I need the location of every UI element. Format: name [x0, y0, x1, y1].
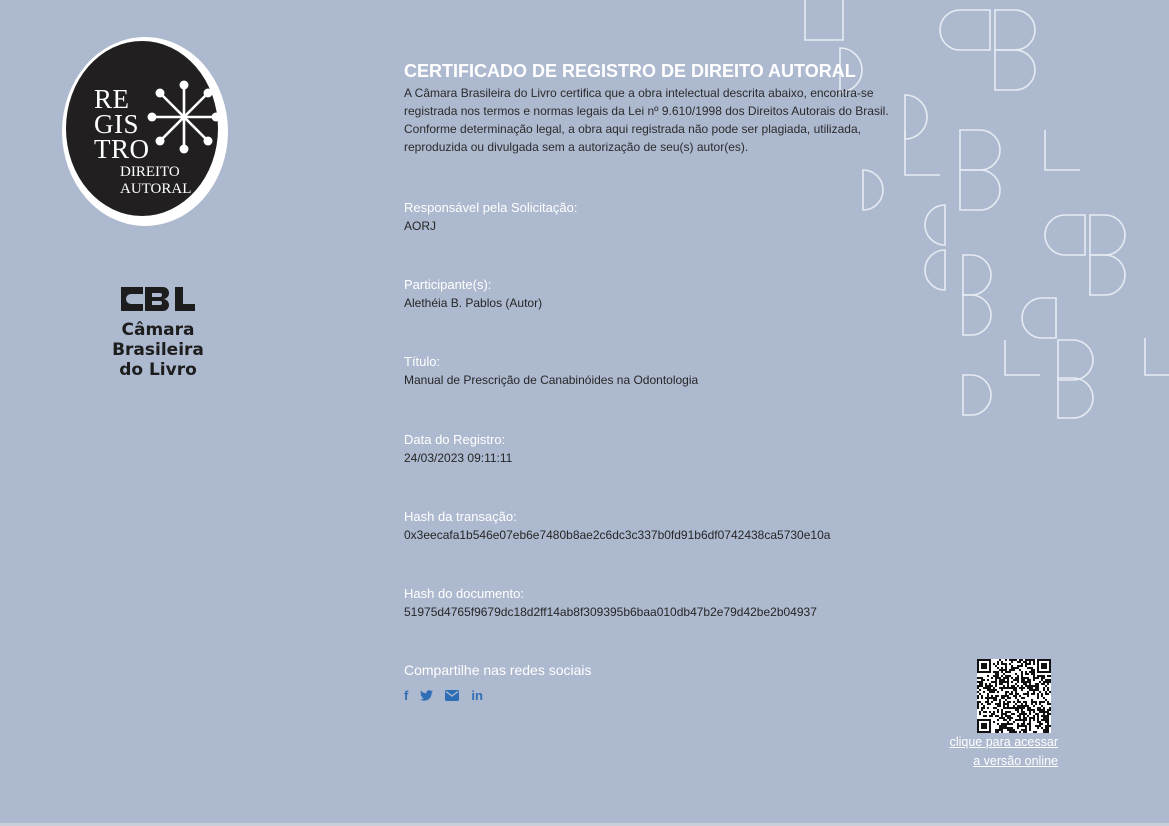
- seal-text-autoral: AUTORAL: [120, 181, 192, 197]
- share-label: Compartilhe nas redes sociais: [404, 662, 592, 678]
- online-version-link[interactable]: [904, 733, 1058, 771]
- field-data-registro: [404, 431, 512, 467]
- linkedin-icon[interactable]: in: [471, 688, 483, 703]
- certificate-text-line: Conforme determinação legal, a obra aqui registrada não pode ser plagiada, utilizada,: [404, 122, 861, 136]
- twitter-icon[interactable]: [420, 690, 433, 701]
- field-label: Responsável pela Solicitação:: [404, 200, 578, 215]
- certificate-intro: [404, 60, 964, 156]
- field-hash-transacao: [404, 508, 830, 544]
- asterisk-network-icon: [146, 79, 222, 155]
- field-label: Título:: [404, 354, 441, 369]
- registro-seal-logo: [62, 37, 228, 225]
- field-titulo: [404, 353, 698, 389]
- certificate-text-line: reproduzida ou divulgada sem a autorização de seu(s) autor(es).: [404, 140, 749, 154]
- field-label: Hash da transação:: [404, 509, 517, 524]
- field-responsavel: [404, 199, 577, 235]
- share-section: [404, 660, 592, 703]
- online-link-line1[interactable]: clique para acessar: [949, 735, 1058, 749]
- facebook-icon[interactable]: f: [404, 688, 409, 703]
- qr-code[interactable]: [977, 659, 1051, 733]
- certificate-text-line: A Câmara Brasileira do Livro certifica que a obra intelectual descrita abaixo, encontra-se: [404, 86, 874, 100]
- cbl-name-line1: Câmara: [121, 320, 195, 340]
- certificate-description: [404, 84, 964, 156]
- field-label: Participante(s):: [404, 277, 492, 292]
- field-value: AORJ: [404, 219, 437, 233]
- field-value: Manual de Prescrição de Canabinóides na Odontologia: [404, 373, 699, 387]
- field-label: Hash do documento:: [404, 586, 524, 601]
- field-label: Data do Registro:: [404, 432, 506, 447]
- social-icons: [404, 688, 592, 703]
- field-value: 0x3eecafa1b546e07eb6e7480b8ae2c6dc3c337b0fd91b6df0742438ca5730e10a: [404, 528, 831, 542]
- cbl-name-line2: Brasileira: [112, 340, 204, 360]
- certificate-title: CERTIFICADO DE REGISTRO DE DIREITO AUTORAL: [404, 61, 856, 81]
- online-link-line2[interactable]: a versão online: [973, 754, 1058, 768]
- cbl-name-line3: do Livro: [119, 360, 197, 380]
- cbl-logo: [108, 283, 208, 380]
- field-value: 24/03/2023 09:11:11: [404, 451, 513, 465]
- email-icon[interactable]: [445, 690, 459, 701]
- field-value: 51975d4765f9679dc18d2ff14ab8f309395b6baa010db47b2e79d42be2b04937: [404, 605, 817, 619]
- certificate-text-line: registrada nos termos e normas legais da Lei nº 9.610/1998 dos Direitos Autorais do Brasil.: [404, 104, 889, 118]
- seal-text-gis: GIS: [94, 109, 140, 139]
- seal-text-direito: DIREITO: [120, 164, 180, 180]
- seal-text-tro: TRO: [94, 134, 150, 164]
- field-value: Alethéia B. Pablos (Autor): [404, 296, 543, 310]
- field-hash-documento: [404, 585, 817, 621]
- cbl-mark-icon: [119, 283, 197, 315]
- seal-text-re: RE: [94, 84, 130, 114]
- field-participantes: [404, 276, 542, 312]
